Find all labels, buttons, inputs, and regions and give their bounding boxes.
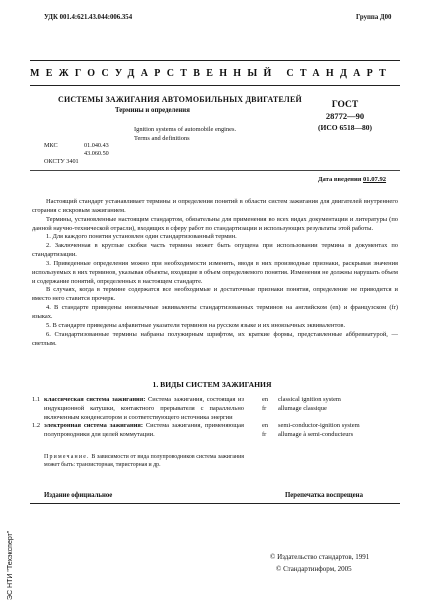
term-definition-text: Система зажигания, применяющая полупроводники для целей коммутации. (44, 422, 244, 438)
intro-text (32, 198, 398, 348)
intro-paragraph: 6. Стандартизованные термины набраны полужирным шрифтом, их краткие формы, представленные аббревиатурой, — светлым. (32, 330, 398, 347)
title-en-line2: Terms and definitions (134, 135, 190, 142)
term-equivalents (262, 396, 412, 414)
term-number: 1.1 (32, 396, 41, 403)
date-intro-label: Дата введения (318, 176, 362, 183)
group-code: Группа Д00 (356, 14, 392, 21)
mks-values (84, 142, 109, 158)
standard-rule (30, 85, 400, 86)
date-intro (318, 176, 386, 183)
mks-value: 43.060.50 (84, 150, 109, 157)
term-en: semi-conductor-ignition system (278, 422, 360, 429)
date-intro-value: 01.07.92 (362, 176, 387, 183)
term-name: электронная система зажигания: (44, 422, 144, 429)
term-equivalents (262, 422, 412, 440)
subtitle-ru: Термины и определения (115, 107, 190, 114)
standard-label: МЕЖГОСУДАРСТВЕННЫЙ СТАНДАРТ (30, 68, 393, 79)
term-fr: allumage classique (278, 404, 327, 412)
mks-label: МКС (44, 142, 58, 149)
gost-label: ГОСТ (331, 100, 359, 110)
title-en (134, 125, 236, 143)
intro-paragraph: 5. В стандарте приведены алфавитные указатели терминов на русском языке и их иноязычных эквивалентов. (46, 321, 346, 329)
term-definition-text: Система зажигания, состоящая из индукционной катушки, контактного прерывателя с параллельно включенным конденсатором и соответствующего источника энергии (44, 396, 244, 421)
note-label: Примечание. (44, 454, 90, 460)
udk-code: УДК 001.4:621.43.044:006.354 (44, 14, 133, 21)
intro-paragraph: 4. В стандарте приведены иноязычные эквиваленты стандартизованных терминов на английском (en) и французском (fr) языках. (32, 304, 398, 320)
side-stamp (4, 490, 16, 600)
term-definition (44, 422, 244, 440)
title-en-line1: Ignition systems of automobile engines. (134, 126, 237, 133)
lang-code: fr (262, 430, 267, 438)
gost-number: 28772—90 (325, 111, 365, 121)
intro-paragraph: 1. Для каждого понятия установлен один стандартизованный термин. (46, 233, 237, 241)
term-definition (44, 396, 244, 423)
term-fr: allumage à semi-conducteurs (278, 430, 354, 438)
header-divider (30, 170, 400, 171)
note (44, 453, 244, 469)
intro-paragraph: 3. Приведенные определения можно при необходимости изменять, вводя в них производные признаки, раскрывая значения используемых в них терминов, указывая объекты, входящие в объем определяемого понятия. Изменения не должны нарушать объем и содержание понятий, определенных в настоящем стандарте. (32, 259, 398, 285)
note-text: В зависимости от вида полупроводников система зажигания может быть: транзисторная, тиристорная и др. (44, 454, 244, 468)
term-name: классическая система зажигания: (44, 396, 146, 403)
footer-rule (30, 503, 400, 504)
lang-code: fr (262, 404, 267, 412)
title-ru: СИСТЕМЫ ЗАЖИГАНИЯ АВТОМОБИЛЬНЫХ ДВИГАТЕЛЕЙ (58, 95, 302, 104)
intro-paragraph: Настоящий стандарт устанавливает термины и определения понятий в области систем зажигания для двигателей внутреннего сгорания с искровым зажиганием. (32, 198, 398, 214)
copyright-2: © Стандартинформ, 2005 (276, 565, 352, 573)
gost-block (305, 100, 385, 133)
mks-block (44, 142, 109, 157)
side-stamp-text: ЭС НТИ "Техэксперт" (7, 530, 14, 600)
intro-paragraph: 2. Заключенная в круглые скобки часть термина может быть опущена при использовании термина в документах по стандартизации. (32, 242, 398, 259)
official-edition: Издание официальное (44, 492, 113, 499)
term-en: classical ignition system (278, 396, 341, 403)
lang-code: en (262, 396, 269, 403)
okstu-code: ОКСТУ 3401 (44, 158, 79, 165)
copyright-1: © Издательство стандартов, 1991 (270, 553, 370, 561)
reprint-notice: Перепечатка воспрещена (285, 492, 363, 499)
lang-code: en (262, 422, 269, 429)
iso-number: (ИСО 6518—80) (318, 123, 372, 132)
intro-paragraph: Термины, установленные настоящим стандартом, обязательны для применения во всех видах документации и литературы (по данной научно-технической отрасли), входящих в сферу работ по стандартизации и использующих результаты этой работы. (32, 215, 398, 232)
section-title: 1. ВИДЫ СИСТЕМ ЗАЖИГАНИЯ (152, 380, 272, 389)
intro-paragraph: В случаях, когда в термине содержатся все необходимые и достаточные признаки понятия, определение не приводится и вместо него ставится прочерк. (32, 286, 398, 303)
term-number: 1.2 (32, 422, 41, 429)
top-rule (30, 60, 400, 61)
mks-value: 01.040.43 (84, 142, 109, 149)
